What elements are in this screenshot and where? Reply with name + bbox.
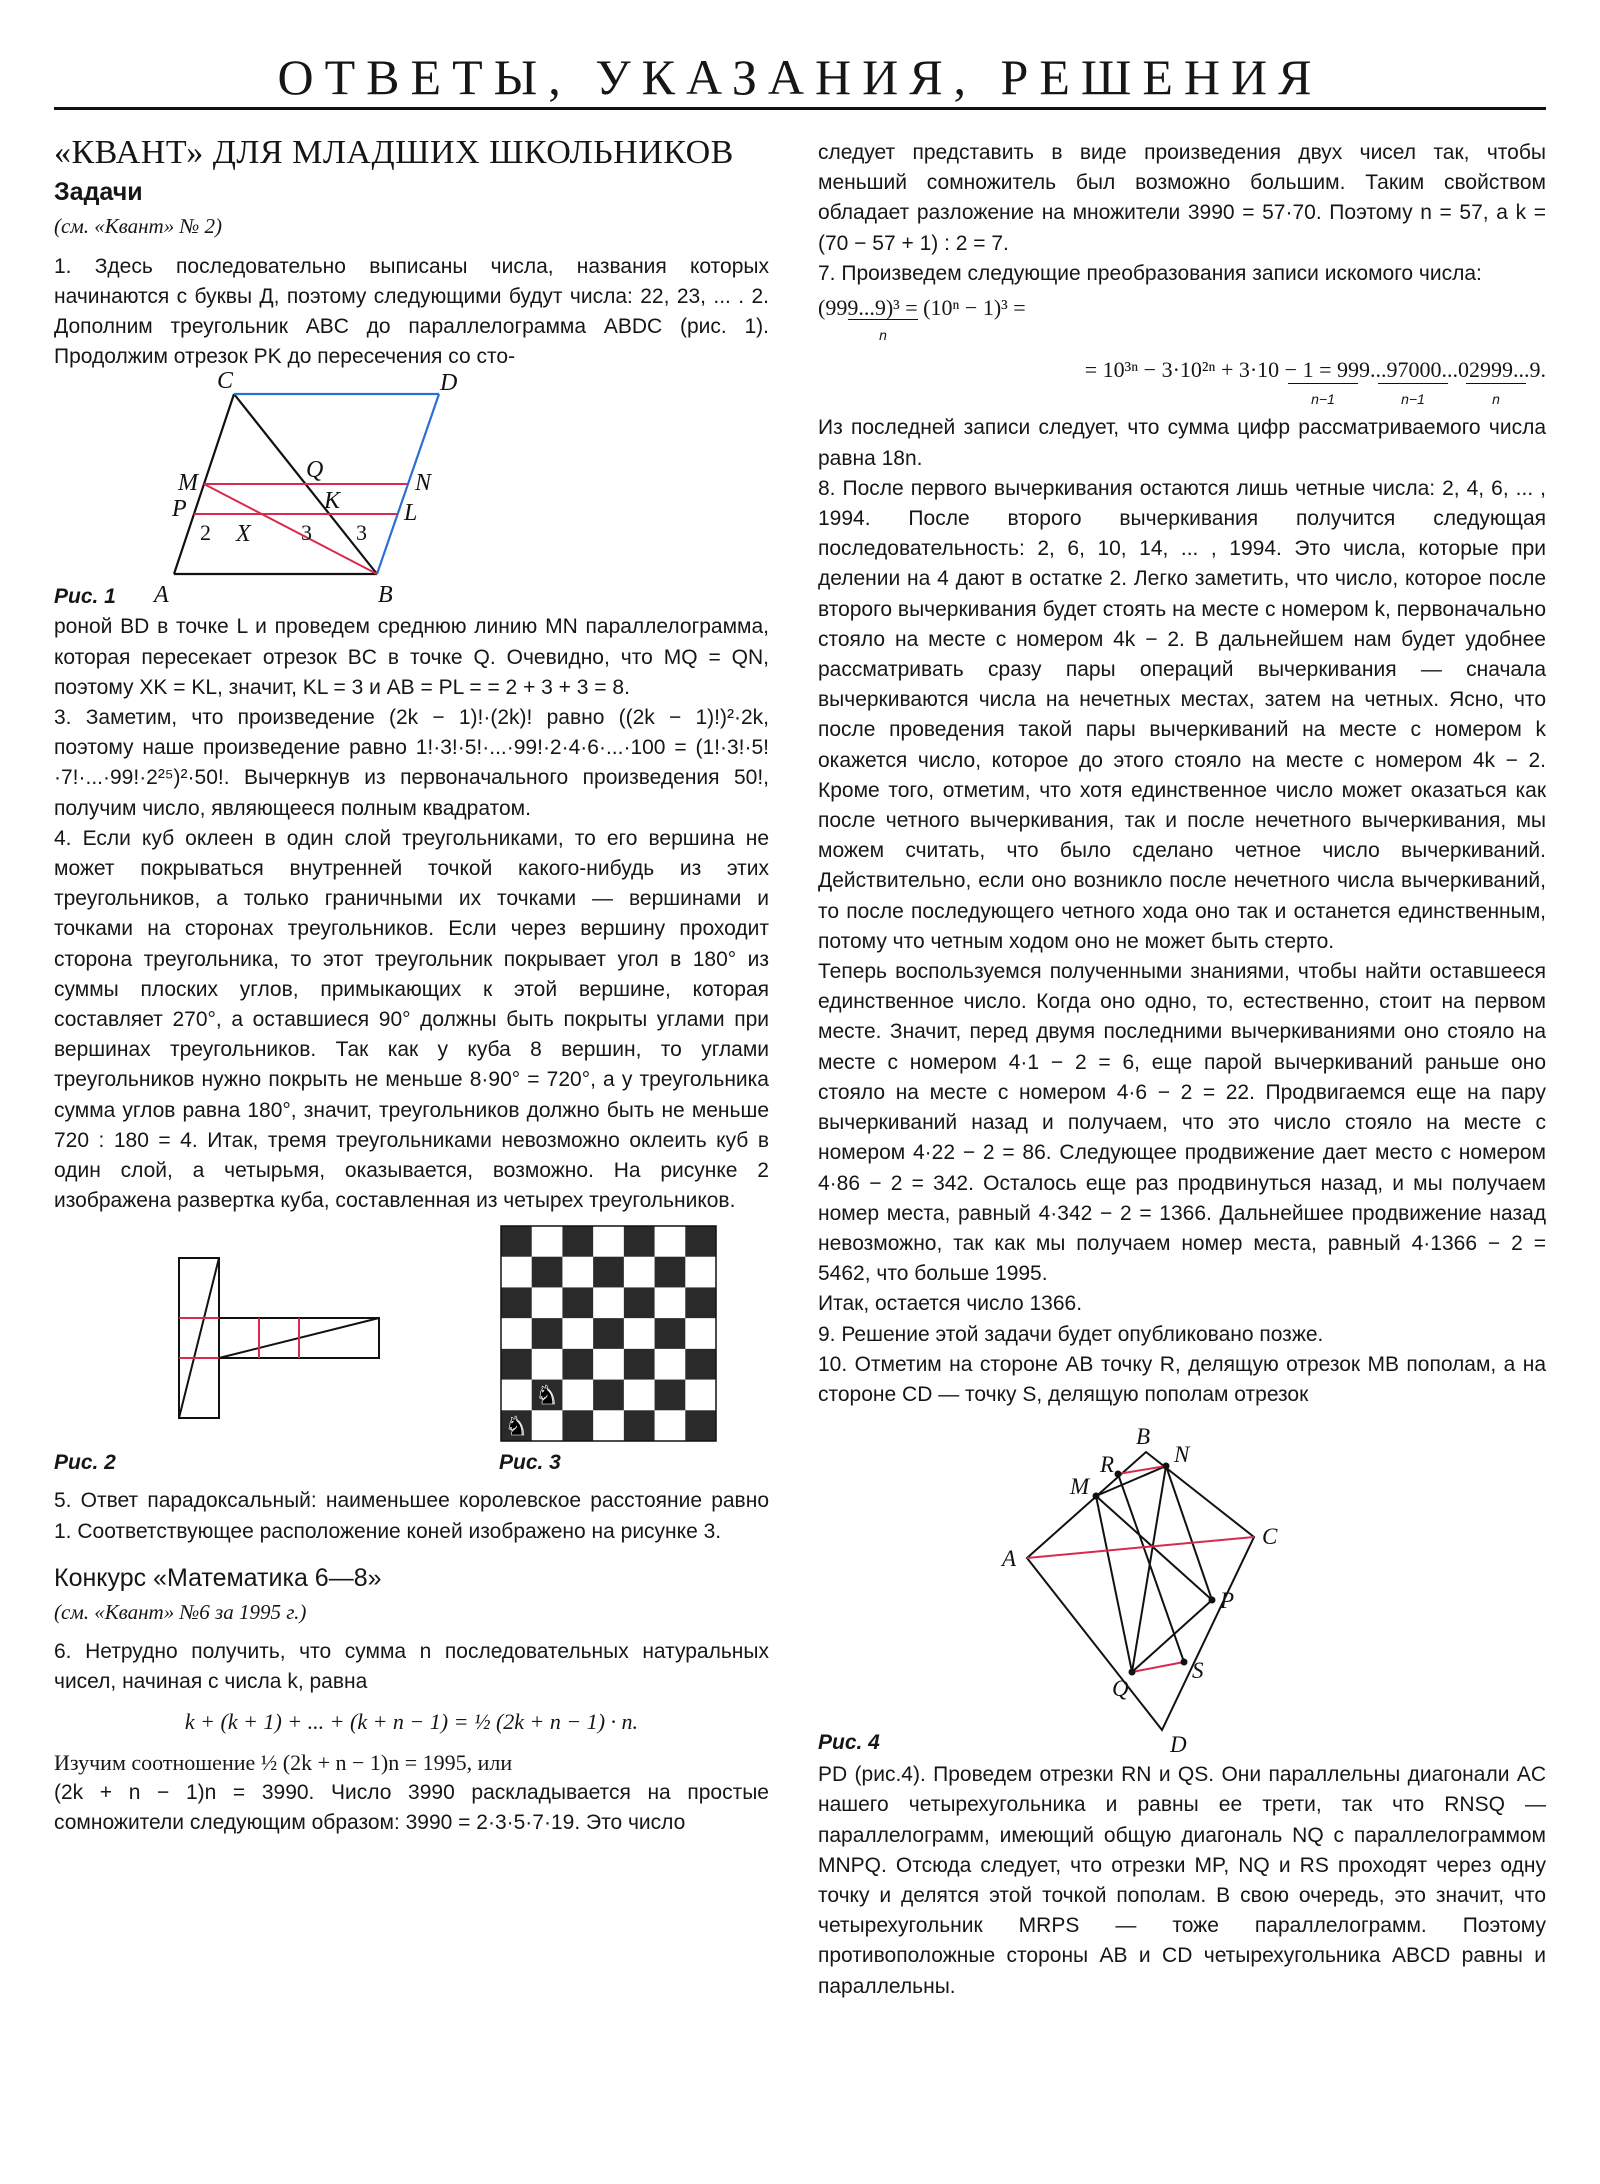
answer-8-part2: Теперь воспользуемся полученными знаниями, чтобы найти оставшееся единственное число. Когда оно одно, то, естественно, стоит на первом месте. Значит, перед двумя последними вычеркиваниями оно стояло на месте с номером 4·1 − 2 = 6, еще парой вычеркиваний раньше оно стояло на месте с номером 4·6 − 2 = 22. Продвигаемся еще на пару вычеркиваний назад и получаем, что это число стояло на месте с номером 4·22 − 2 = 86. Следующее продвижение дает место с номером 4·86 − 2 = 342. Осталось еще раз продвинуться назад, и мы получаем номер места, равный 4·342 − 2 = 1366. Дальнейшее продвижение назад невозможно, так как мы получаем номер места, равный 4·1366 − 2 = 5462, что больше 1995. bbox=[818, 960, 1546, 1286]
fig1-label-a: A bbox=[154, 582, 169, 609]
fig4-label-c: C bbox=[1262, 1524, 1278, 1550]
answer-5: 5. Ответ парадоксальный: наименьшее королевское расстояние равно 1. Соответствующее расположение коней изображено на рисунке 3. bbox=[54, 1489, 769, 1543]
fig1-label-n: N bbox=[415, 470, 432, 497]
fig4-label-p: P bbox=[1220, 1588, 1235, 1614]
contest-source: (см. «Квант» №6 за 1995 г.) bbox=[54, 1599, 307, 1624]
brace-n-1-b: n−1 bbox=[1378, 383, 1448, 414]
section-source: (см. «Квант» № 2) bbox=[54, 214, 223, 239]
answer-6-factor: (2k + n − 1)n = 3990. Число 3990 раскладывается на простые сомножители следующим образом: 3990 = 2·3·5·7·19. Это число bbox=[54, 1780, 769, 1835]
contest-title: Конкурс «Математика 6—8» bbox=[54, 1563, 382, 1592]
board-dark-square bbox=[685, 1411, 716, 1442]
answer-7-result: Из последней записи следует, что сумма цифр рассматриваемого числа равна 18n. bbox=[818, 416, 1546, 470]
board-dark-square bbox=[685, 1288, 716, 1319]
board-dark-square bbox=[655, 1319, 686, 1350]
figure-4 bbox=[818, 1410, 1546, 1760]
answer-6-intro: 6. Нетрудно получить, что сумма n последовательных натуральных чисел, начиная с числа k, равна bbox=[54, 1640, 769, 1694]
formula-7-line1: (999...9)³ = (10ⁿ − 1)³ = bbox=[818, 295, 1026, 321]
answer-8-conclusion: Итак, остается число 1366. bbox=[818, 1292, 1083, 1316]
board-dark-square bbox=[562, 1411, 593, 1442]
fig1-label-q: Q bbox=[306, 457, 324, 484]
figure-1-drawing bbox=[54, 372, 769, 612]
fig4-label-n: N bbox=[1174, 1442, 1190, 1468]
left-column bbox=[54, 120, 769, 1838]
formula-7-line2: = 10³ⁿ − 3·10²ⁿ + 3·10 − 1 = 999...97000...02999...9. bbox=[1084, 357, 1546, 383]
fig2-cube-net bbox=[179, 1258, 379, 1418]
knight-icon: ♞ bbox=[504, 1411, 529, 1442]
brace-n-1-a: n−1 bbox=[1288, 383, 1358, 414]
board-dark-square bbox=[562, 1226, 593, 1257]
figure-4-drawing bbox=[818, 1410, 1546, 1760]
figure-1 bbox=[54, 372, 769, 612]
board-dark-square bbox=[532, 1319, 563, 1350]
answer-10-intro: 10. Отметим на стороне AB точку R, делящую отрезок MB пополам, а на стороне CD — точку S, делящую пополам отрезок bbox=[818, 1352, 1546, 1406]
answer-9: 9. Решение этой задачи будет опубликовано позже. bbox=[818, 1322, 1324, 1346]
figure-2-3-drawing bbox=[54, 1216, 769, 1486]
fig1-line-mb bbox=[204, 484, 377, 574]
formula-7-brace-row-2 bbox=[818, 385, 1546, 413]
answer-7-intro: 7. Произведем следующие преобразования записи искомого числа: bbox=[818, 261, 1482, 285]
board-dark-square bbox=[655, 1380, 686, 1411]
figure-4-caption: Рис. 4 bbox=[818, 1731, 880, 1755]
figures-2-3 bbox=[54, 1216, 769, 1486]
right-column bbox=[818, 138, 1546, 2002]
board-dark-square bbox=[655, 1257, 686, 1288]
answer-8-part1: 8. После первого вычеркивания остаются лишь четные числа: 2, 4, 6, ... , 1994. После второго вычеркивания получится следующая последовательность: 2, 6, 10, 14, ... , 1994. Это числа, которые при делении на 4 дают в остатке 2. Легко заметить, что число, которое после второго вычеркивания будет стоять на месте с номером k, первоначально стояло на месте с номером 4k − 2. В дальнейшем нам будет удобнее рассматривать сразу пары операций вычеркивания — сначала вычеркиваются числа на нечетных местах, затем на четных. Ясно, что после проведения такой пары вычеркиваний на месте с номером k окажется число, которое до этого стояло на месте с номером 4k − 2. Кроме того, отметим, что хотя единственное число может оказаться как после четного вычеркивания, так и после нечетного вычеркивания, мы можем считать, что было сделано четное число вычеркиваний. Действительно, если оно возникло после нечетного числа вычеркиваний, то после последующего четного хода оно так и останется единственным, потому что четным ходом оно не может быть стерто. bbox=[818, 476, 1546, 953]
fig4-label-q: Q bbox=[1112, 1676, 1129, 1702]
board-dark-square bbox=[593, 1319, 624, 1350]
fig4-label-b: B bbox=[1136, 1424, 1151, 1450]
answer-10-body: PD (рис.4). Проведем отрезки RN и QS. Они параллельны диагонали AC нашего четырехугольника и равны ее трети, так что RNSQ — параллелограмм, имеющий общую диагональ NQ с параллелограммом MNPQ. Отсюда следует, что отрезки MP, NQ и RS проходят через одну точку и делятся этой точкой пополам. В свою очередь, это значит, что четырехугольник MRPS — тоже параллелограмм. Поэтому противоположные стороны AB и CD четырехугольника ABCD равны и параллельны. bbox=[818, 1763, 1546, 1998]
fig1-label-l: L bbox=[404, 500, 418, 527]
board-dark-square bbox=[593, 1380, 624, 1411]
section-title: «КВАНТ» ДЛЯ МЛАДШИХ ШКОЛЬНИКОВ bbox=[54, 134, 734, 171]
answer-6-relation: Изучим соотношение ½ (2k + n − 1)n = 1995, или bbox=[54, 1749, 513, 1775]
fig4-label-a: A bbox=[1002, 1546, 1017, 1572]
brace-n-2: n bbox=[1466, 383, 1526, 414]
header-rule bbox=[54, 107, 1546, 110]
board-dark-square bbox=[624, 1349, 655, 1380]
fig1-label-c: C bbox=[217, 372, 234, 395]
formula-7-brace-row-1 bbox=[818, 323, 1546, 349]
answer-1-2: 1. Здесь последовательно выписаны числа, названия которых начинаются с буквы Д, поэтому следующими будут числа: 22, 23, ... . 2. Дополним треугольник ABC до параллелограмма ABDC (рис. 1). Продолжим отрезок PK до пересечения со сто- bbox=[54, 254, 769, 369]
fig4-label-s: S bbox=[1192, 1658, 1204, 1684]
page-header-title: ОТВЕТЫ, УКАЗАНИЯ, РЕШЕНИЯ bbox=[277, 49, 1323, 105]
fig1-label-b: B bbox=[378, 582, 393, 609]
fig1-label-p: P bbox=[172, 496, 187, 523]
answer-3: 3. Заметим, что произведение (2k − 1)!·(2k)! равно ((2k − 1)!)²·2k, поэтому наше произведение равно 1!·3!·5!·...·99!·2·4·6·...·100 = (1!·3!·5!·7!·...·99!·2²⁵)²·50!. Вычеркнув из первоначального произведения 50!, получим число, являющееся полным квадратом. bbox=[54, 706, 769, 820]
fig4-qs bbox=[1132, 1662, 1184, 1672]
figure-2-caption: Рис. 2 bbox=[54, 1451, 116, 1475]
fig4-label-m: M bbox=[1070, 1474, 1090, 1500]
fig1-seg-px: 2 bbox=[200, 520, 211, 546]
knight-icon: ♞ bbox=[535, 1380, 559, 1411]
board-dark-square bbox=[501, 1349, 532, 1380]
fig4-label-d: D bbox=[1170, 1732, 1187, 1758]
fig1-label-x: X bbox=[236, 521, 251, 548]
fig1-label-m: M bbox=[178, 470, 198, 497]
board-dark-square bbox=[562, 1288, 593, 1319]
board-dark-square bbox=[624, 1226, 655, 1257]
figure-3-caption: Рис. 3 bbox=[499, 1451, 561, 1475]
fig1-label-k: K bbox=[324, 488, 341, 515]
board-dark-square bbox=[685, 1226, 716, 1257]
board-dark-square bbox=[501, 1226, 532, 1257]
board-dark-square bbox=[562, 1349, 593, 1380]
fig4-nq bbox=[1132, 1466, 1166, 1672]
answer-6-cont: следует представить в виде произведения двух чисел так, чтобы меньший сомножитель был возможно большим. Таким свойством обладает разложение на множители 3990 = 57·70. Поэтому n = 57, а k = (70 − 57 + 1) : 2 = 7. bbox=[818, 141, 1546, 255]
fig1-seg-kl: 3 bbox=[356, 520, 367, 546]
answer-2-cont: роной BD в точке L и проведем среднюю линию MN параллелограмма, которая пересекает отрезок BC в точке Q. Очевидно, что MQ = QN, поэтому XK = KL, значит, KL = 3 и AB = PL = = 2 + 3 + 3 = 8. bbox=[54, 615, 769, 699]
formula-6-sum: k + (k + 1) + ... + (k + n − 1) = ½ (2k + n − 1) · n. bbox=[184, 1709, 639, 1735]
brace-n: n bbox=[848, 319, 918, 350]
board-dark-square bbox=[532, 1257, 563, 1288]
board-dark-square bbox=[685, 1349, 716, 1380]
board-dark-square bbox=[624, 1411, 655, 1442]
fig3-chessboard bbox=[501, 1226, 716, 1441]
fig1-seg-xk: 3 bbox=[301, 520, 312, 546]
board-dark-square bbox=[624, 1288, 655, 1319]
board-dark-square bbox=[501, 1288, 532, 1319]
section-subtitle: Задачи bbox=[54, 178, 143, 207]
answer-4: 4. Если куб оклеен в один слой треугольниками, то его вершина не может покрываться внутренней точкой какого-нибудь из этих треугольников, а только граничными их точками — вершинами и точками на сторонах треугольников. Если через вершину проходит сторона треугольника, то этот треугольник покрывает угол в 180° из суммы плоских углов, примыкающих к этой вершине, которая составляет 270°, а оставшиеся 90° должны быть покрыты углами при вершинах треугольников. Так как у куба 8 вершин, то углами треугольников нужно покрыть не меньше 8·90° = 720°, а у треугольника сумма углов равна 180°, значит, треугольников должно быть не меньше 720 : 180 = 4. Итак, тремя треугольниками невозможно оклеить куб в один слой, а четырьмя, оказывается, возможно. На рисунке 2 изображена развертка куба, составленная из четырех треугольников. bbox=[54, 826, 769, 1213]
fig4-label-r: R bbox=[1100, 1452, 1115, 1478]
fig1-label-d: D bbox=[440, 372, 458, 397]
figure-1-caption: Рис. 1 bbox=[54, 585, 116, 609]
board-dark-square bbox=[593, 1257, 624, 1288]
